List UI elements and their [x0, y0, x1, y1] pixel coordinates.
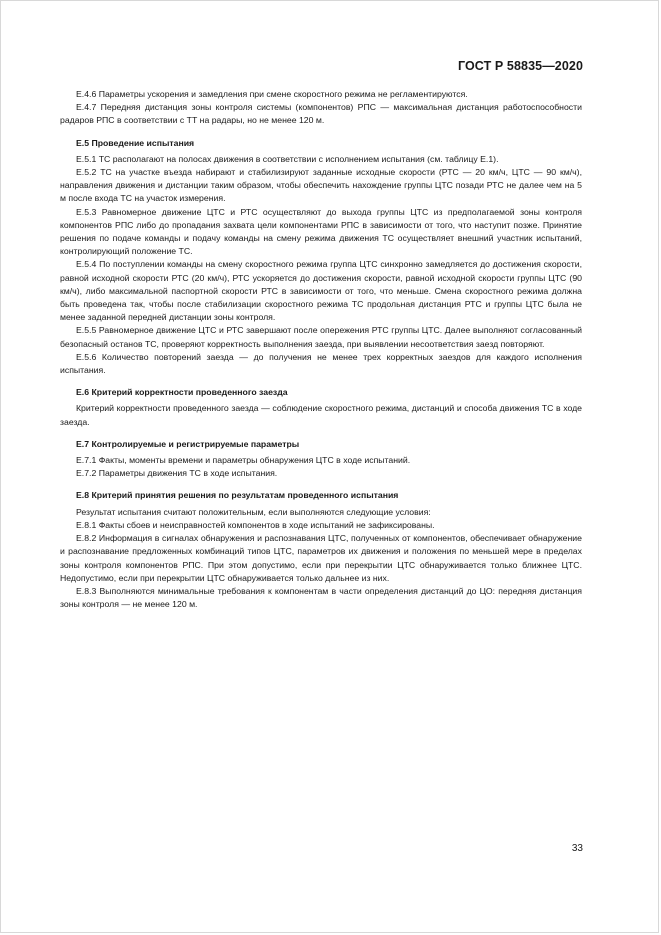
paragraph-e-8-1: Е.8.1 Факты сбоев и неисправностей компонентов в ходе испытаний не зафиксированы.: [76, 519, 435, 530]
section-heading-e-8: Е.8 Критерий принятия решения по результатам проведенного испытания: [76, 490, 399, 501]
paragraph-e-8-intro: Результат испытания считают положительным, если выполняются следующие условия:: [76, 506, 431, 517]
paragraph-e-7-1: Е.7.1 Факты, моменты времени и параметры обнаружения ЦТС в ходе испытаний.: [76, 455, 411, 466]
paragraph-e-5-4: Е.5.4 По поступлении команды на смену скоростного режима группа ЦТС синхронно замедляется до достижения скорости, равной исходной скорости РТС (20 км/ч), РТС ускоряется до достижения скорости, равной исходной скорости группы ЦТС (90 км/ч), либо максимальной паспортной скорости РТС в зависимости от того, что меньше. Смена скоростного режима должна быть проведена так, чтобы после стабилизации скоростного режима ТС продольная дистанция РТС и группы ЦТС была не менее заданной передней дистанции зоны контроля.: [60, 259, 582, 323]
document-body: [60, 88, 582, 611]
paragraph-e-7-2: Е.7.2 Параметры движения ТС в ходе испытания.: [76, 468, 278, 479]
section-heading-e-7: Е.7 Контролируемые и регистрируемые параметры: [76, 438, 300, 449]
paragraph-e-5-1: Е.5.1 ТС располагают на полосах движения в соответствии с исполнением испытания (см. таблицу Е.1).: [76, 153, 499, 164]
paragraph-e-6: Критерий корректности проведенного заезда — соблюдение скоростного режима, дистанций и способа движения ТС в ходе заезда.: [60, 403, 582, 427]
paragraph-e-4-7: Е.4.7 Передняя дистанция зоны контроля системы (компонентов) РПС — максимальная дистанция работоспособности радаров РПС в соответствии с ТТ на радары, но не менее 120 м.: [60, 102, 582, 126]
section-heading-e-5: Е.5 Проведение испытания: [76, 137, 195, 148]
paragraph-e-8-2: Е.8.2 Информация в сигналах обнаружения и распознавания ЦТС, полученных от компонентов, обеспечивает обнаружение и распознавание предложенных комбинаций типов ЦТС, параметров их движения и положения по меньшей мере в пределах зоны контроля компонентов РПС. При этом допустимо, если при перекрытии ЦТС обнаруживается только ближнее ЦТС. Недопустимо, если при перекрытии ЦТС обнаруживается только дальнее из них.: [60, 533, 582, 583]
standard-designation: ГОСТ Р 58835—2020: [457, 59, 583, 73]
section-heading-e-6: Е.6 Критерий корректности проведенного заезда: [76, 387, 288, 398]
paragraph-e-8-3: Е.8.3 Выполняются минимальные требования к компонентам в части определения дистанций до ЦО: передняя дистанция зоны контроля — не менее 120 м.: [60, 585, 582, 610]
page-number: 33: [571, 843, 583, 854]
paragraph-e-5-3: Е.5.3 Равномерное движение ЦТС и РТС осуществляют до выхода группы ЦТС из предполагаемой зоны контроля компонентов РПС либо до пропадания захвата цели компонентами РПС в зависимости от того, что наступит позже. Принятие решения по подаче команды и подачу команды на смену режима движения ТС осуществляет внешний участник испытаний, контролирующий положение ТС.: [60, 206, 582, 257]
paragraph-e-4-6: Е.4.6 Параметры ускорения и замедления при смене скоростного режима не регламентируются.: [76, 89, 468, 99]
paragraph-e-5-5: Е.5.5 Равномерное движение ЦТС и РТС завершают после опережения РТС группы ЦТС. Далее выполняют согласованный безопасный останов ТС, проверяют корректность выполнения заезда, при выявлении несоответствия заезд повторяют.: [60, 325, 582, 349]
paragraph-e-5-2: Е.5.2 ТС на участке въезда набирают и стабилизируют заданные исходные скорости (РТС — 20 км/ч, ЦТС — 90 км/ч), направления движения и дистанции таким образом, чтобы обеспечить нахождение группы ЦТС позади РТС не далее чем на 5 м после входа ТС на участок измерения.: [60, 167, 582, 204]
paragraph-e-5-6: Е.5.6 Количество повторений заезда — до получения не менее трех корректных заездов для каждого исполнения испытания.: [60, 351, 582, 376]
